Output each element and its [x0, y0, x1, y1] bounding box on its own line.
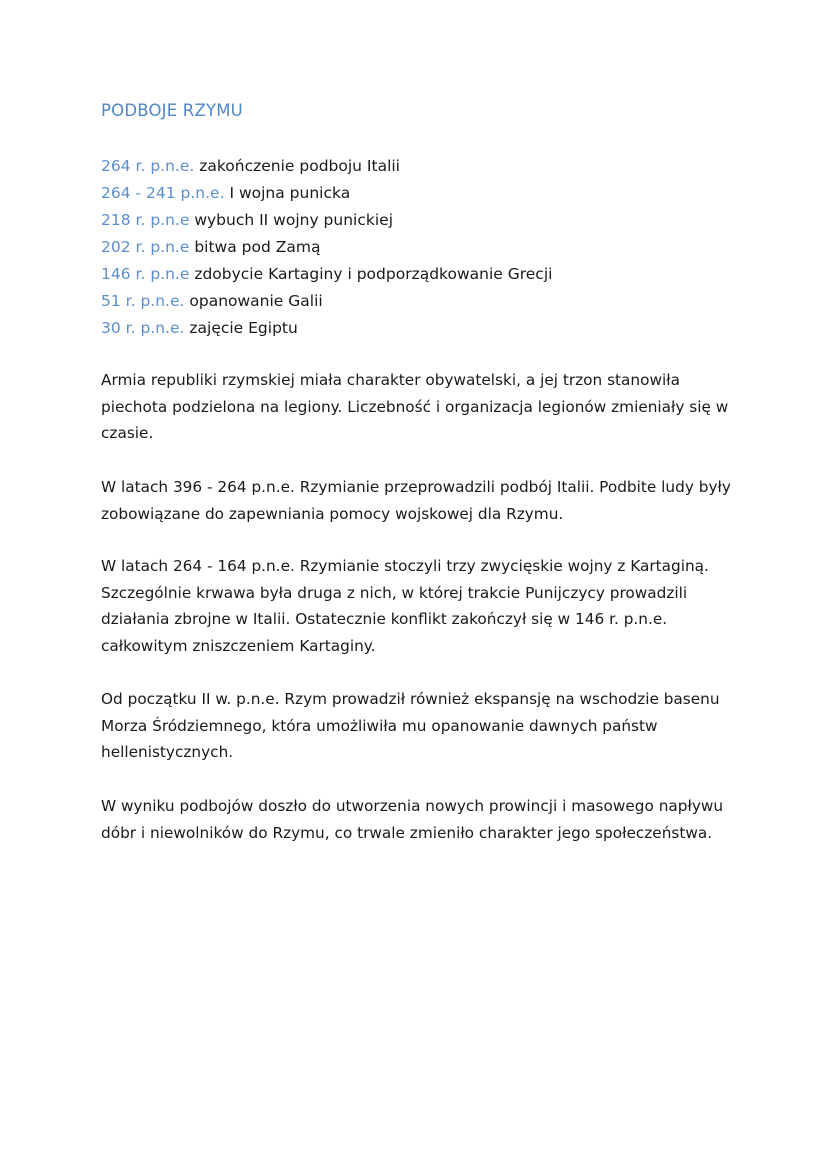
timeline-list [101, 153, 552, 342]
timeline-date: 30 r. p.n.e. [101, 319, 185, 337]
timeline-date: 202 r. p.n.e [101, 238, 190, 256]
timeline-date: 146 r. p.n.e [101, 265, 190, 283]
timeline-item [101, 180, 552, 207]
timeline-event: zdobycie Kartaginy i podporządkowanie Grecji [194, 265, 553, 283]
timeline-item [101, 288, 552, 315]
timeline-event: opanowanie Galii [189, 292, 323, 310]
timeline-item [101, 207, 552, 234]
timeline-item [101, 315, 552, 342]
timeline-item [101, 261, 552, 288]
paragraph-consequences: W wyniku podbojów doszło do utworzenia nowych prowincji i masowego napływu dóbr i niewolników do Rzymu, co trwale zmieniło charakter jego społeczeństwa. [101, 797, 724, 842]
timeline-date: 264 r. p.n.e. [101, 157, 195, 175]
paragraph-eastern-expansion: Od początku II w. p.n.e. Rzym prowadził również ekspansję na wschodzie basenu Morza Śródziemnego, która umożliwiła mu opanowanie dawnych państw hellenistycznych. [101, 690, 720, 761]
timeline-event: wybuch II wojny punickiej [194, 211, 393, 229]
timeline-date: 51 r. p.n.e. [101, 292, 185, 310]
timeline-event: I wojna punicka [229, 184, 351, 202]
paragraph-army: Armia republiki rzymskiej miała charakter obywatelski, a jej trzon stanowiła piechota podzielona na legiony. Liczebność i organizacja legionów zmieniały się w czasie. [101, 371, 729, 442]
timeline-date: 264 - 241 p.n.e. [101, 184, 225, 202]
paragraph-italy-conquest: W latach 396 - 264 p.n.e. Rzymianie przeprowadzili podbój Italii. Podbite ludy były zobowiązane do zapewniania pomocy wojskowej dla Rzymu. [101, 478, 731, 523]
timeline-event: bitwa pod Zamą [194, 238, 321, 256]
timeline-event: zakończenie podboju Italii [199, 157, 400, 175]
timeline-item [101, 234, 552, 261]
paragraph-punic-wars: W latach 264 - 164 p.n.e. Rzymianie stoczyli trzy zwycięskie wojny z Kartaginą. Szczególnie krwawa była druga z nich, w której trakcie Punijczycy prowadzili działania zbrojne w Italii. Ostatecznie konflikt zakończył się w 146 r. p.n.e. całkowitym zniszczeniem Kartaginy. [101, 557, 709, 655]
page-title: PODBOJE RZYMU [101, 101, 243, 120]
timeline-date: 218 r. p.n.e [101, 211, 190, 229]
timeline-item [101, 153, 552, 180]
timeline-event: zajęcie Egiptu [189, 319, 298, 337]
